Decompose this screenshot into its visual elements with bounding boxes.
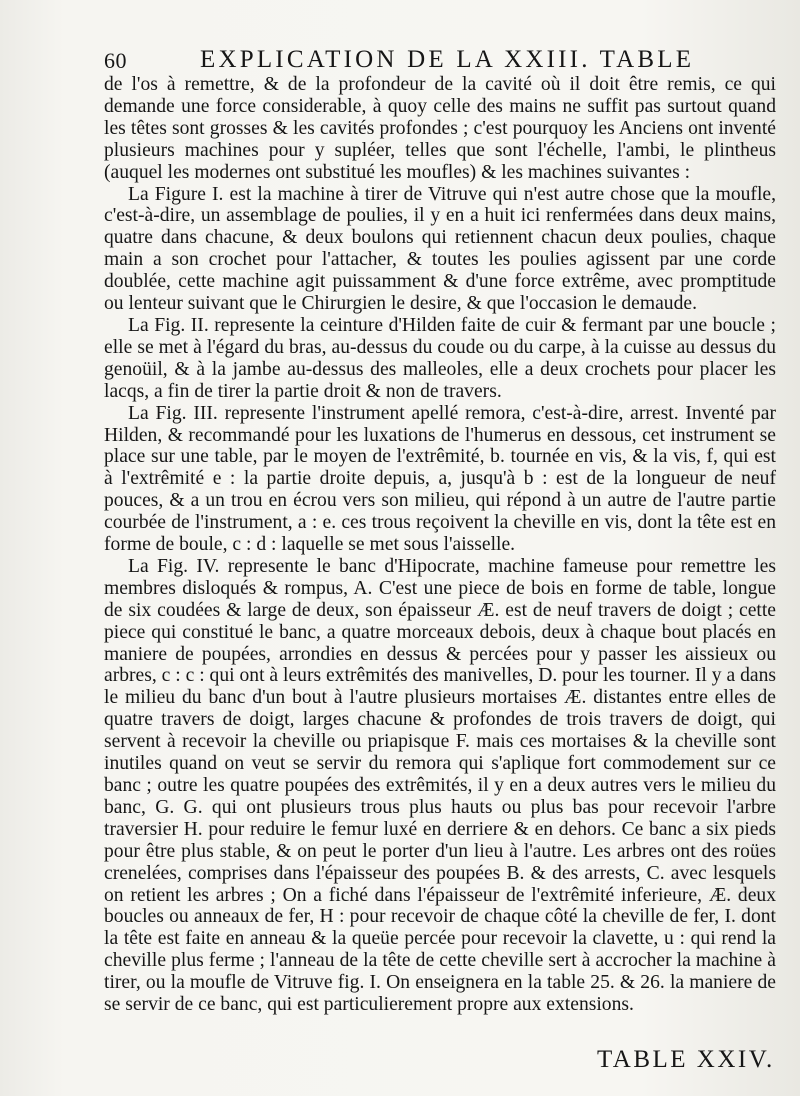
paragraph-intro: de l'os à remettre, & de la profondeur de la cavité où il doit être remis, ce qui demande une force considerable, à quoy celle des mains ne suffit pas surtout quand les têtes sont grosses & les cavités profondes ; c'est pourquoy les Anciens ont inventé plusieurs machines pour y supléer, telles que sont l'échelle, l'ambi, le plintheus (auquel les modernes ont substitué les moufles) & les machines suivantes : [104, 74, 776, 183]
body-text [104, 74, 776, 1016]
paragraph-figure-4: La Fig. IV. represente le banc d'Hipocrate, machine fameuse pour remettre les membres disloqués & rompus, A. C'est une piece de bois en forme de table, longue de six coudées & large de deux, son épaisseur Æ. est de neuf travers de doigt ; cette piece qui constitué le banc, a quatre morceaux debois, deux à chaque bout placés en maniere de poupées, arrondies en dessus & percées pour y passer les aissieux ou arbres, c : c : qui ont à leurs extrêmités des manivelles, D. pour les tourner. Il y a dans le milieu du banc d'un bout à l'autre plusieurs mortaises Æ. distantes entre elles de quatre travers de doigt, larges chacune & profondes de trois travers de doigt, qui servent à recevoir la cheville ou priapisque F. mais ces mortaises & la cheville sont inutiles quand on veut se servir du remora qui s'aplique fort commodement sur ce banc ; outre les quatre poupées des extrêmités, il y en a deux autres vers le milieu du banc, G. G. qui ont plusieurs trous plus hauts ou plus bas pour recevoir l'arbre traversier H. pour reduire le femur luxé en derriere & en dehors. Ce banc a six pieds pour être plus stable, & on peut le porter d'un lieu à l'autre. Les arbres ont des roües crenelées, comprises dans l'épaisseur des poupées B. & des arrests, C. avec lesquels on retient les arbres ; On a fiché dans l'épaisseur de l'extrêmité inferieure, Æ. deux boucles ou anneaux de fer, H : pour recevoir de chaque côté la cheville de fer, I. dont la tête est faite en anneau & la queüe percée pour recevoir la clavette, u : qui rend la cheville plus ferme ; l'anneau de la tête de cette cheville sert à accrocher la machine à tirer, ou la moufle de Vitruve fig. I. On enseignera en la table 25. & 26. la maniere de se servir de ce banc, qui est particulierement propre aux extensions. [104, 555, 776, 1016]
running-head: EXPLICATION DE LA XXIII. TABLE [200, 46, 695, 73]
page-number: 60 [104, 48, 127, 73]
paragraph-figure-2: La Fig. II. represente la ceinture d'Hilden faite de cuir & fermant par une boucle ; elle se met à l'égard du bras, au-dessus du coude ou du carpe, à la cuisse au dessus du genoüil, & à la jambe au-dessus des malleoles, elle a deux crochets pour placer les lacqs, a fin de tirer la partie droit & non de travers. [104, 314, 776, 402]
paragraph-figure-3: La Fig. III. represente l'instrument apellé remora, c'est-à-dire, arrest. Inventé par Hilden, & recommandé pour les luxations de l'humerus en dessous, cet instrument se place sur une table, par le moyen de l'extrêmité, b. tournée en vis, & la vis, f, qui est à l'extrêmité e : la partie droite depuis, a, jusqu'à b : est de la longueur de neuf pouces, & a un trou en écrou vers son milieu, qui répond à un autre de l'autre partie courbée de l'instrument, a : e. ces trous reçoivent la cheville en vis, dont la tête est en forme de boule, c : d : laquelle se met sous l'aisselle. [104, 402, 776, 556]
catchword: TABLE XXIV. [597, 1046, 775, 1073]
paragraph-figure-1: La Figure I. est la machine à tirer de Vitruve qui n'est autre chose que la moufle, c'est-à-dire, un assemblage de poulies, il y en a huit ici renfermées dans deux mains, quatre dans chacune, & deux boulons qui retiennent chacun deux poulies, chaque main a son crochet pour l'attacher, & toutes les poulies agissent par une corde doublée, cette machine agit puissamment & d'une force extrême, avec promptitude ou lenteur suivant que le Chirurgien le desire, & que l'occasion le demaude. [104, 183, 776, 315]
page-header [104, 46, 784, 76]
